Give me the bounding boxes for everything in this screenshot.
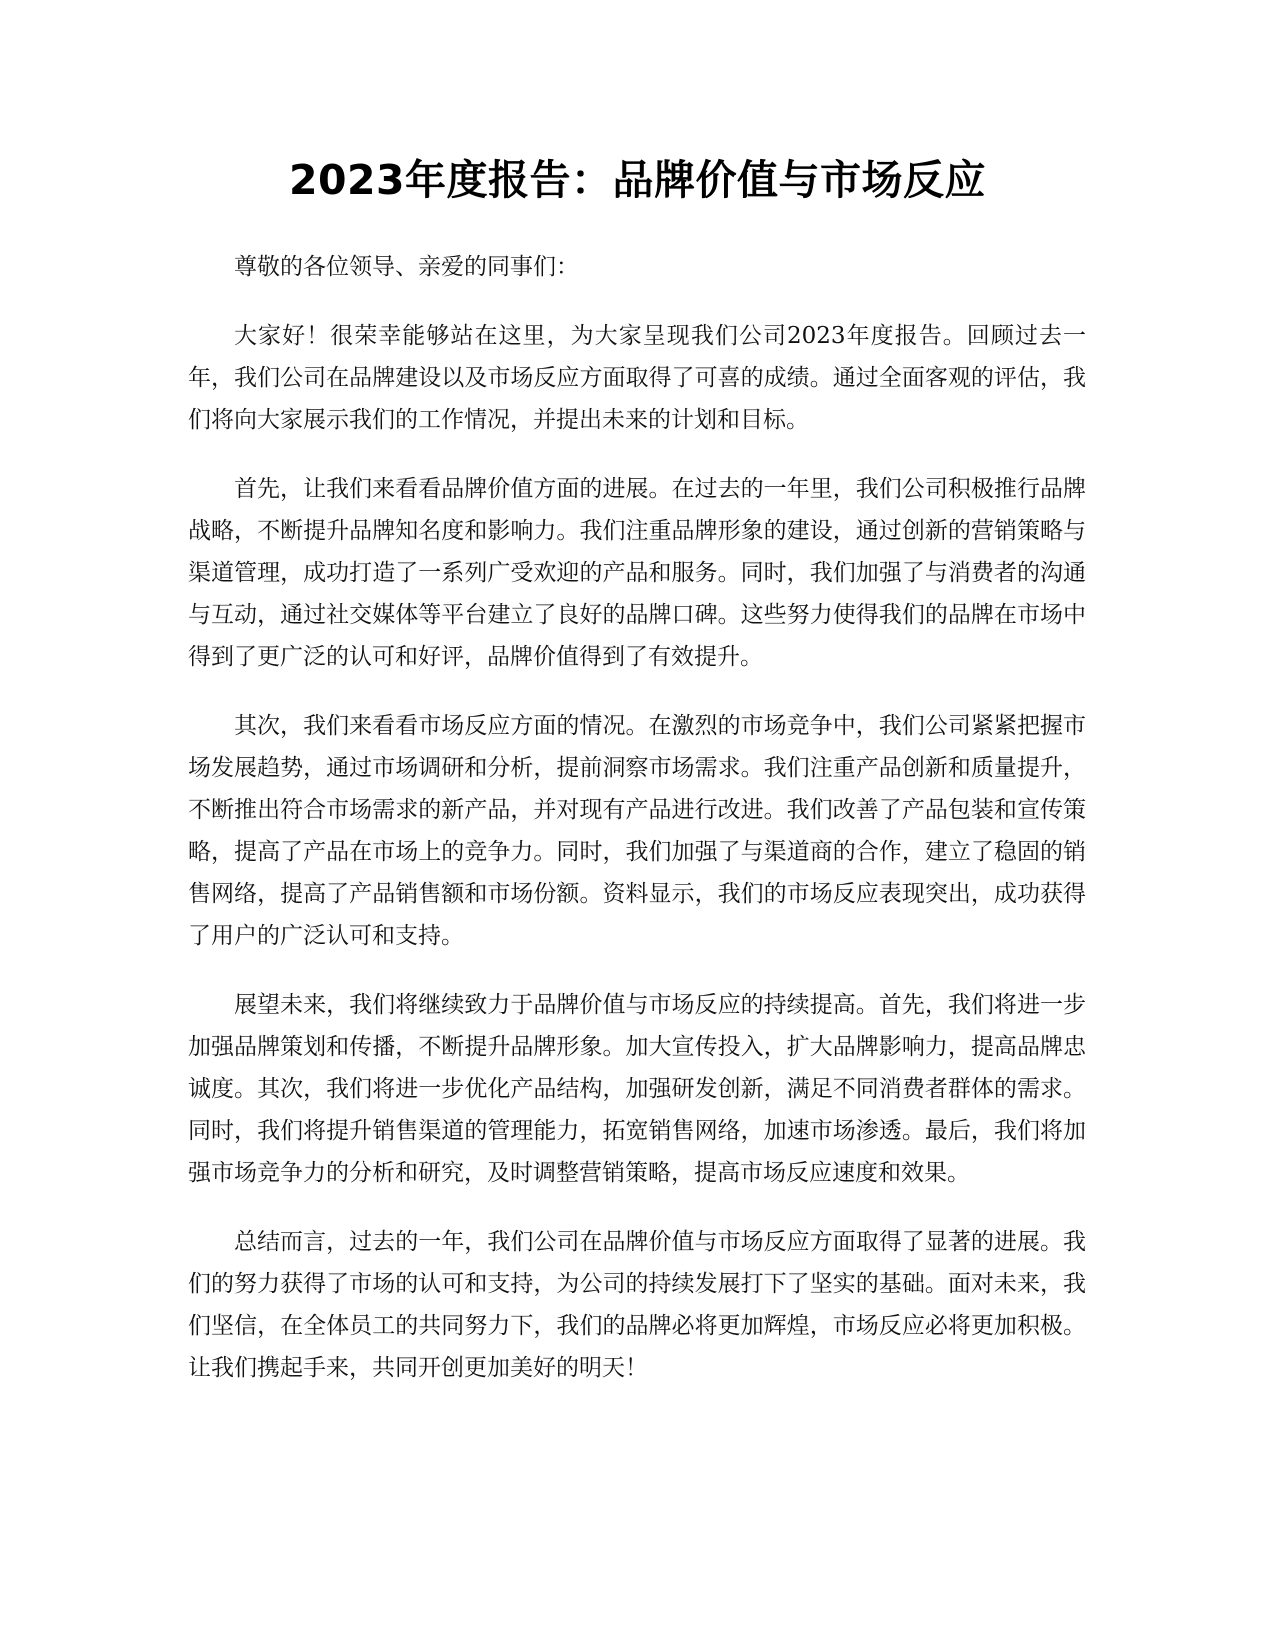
paragraph-brand-value: 首先，让我们来看看品牌价值方面的进展。在过去的一年里，我们公司积极推行品牌战略，不断提升品牌知名度和影响力。我们注重品牌形象的建设，通过创新的营销策略与渠道管理，成功打造了一系列广受欢迎的产品和服务。同时，我们加强了与消费者的沟通与互动，通过社交媒体等平台建立了良好的品牌口碑。这些努力使得我们的品牌在市场中得到了更广泛的认可和好评，品牌价值得到了有效提升。 [188,476,1086,670]
paragraph-greeting: 尊敬的各位领导、亲爱的同事们： [234,254,579,280]
paragraph-conclusion: 总结而言，过去的一年，我们公司在品牌价值与市场反应方面取得了显著的进展。我们的努力获得了市场的认可和支持，为公司的持续发展打下了坚实的基础。面对未来，我们坚信，在全体员工的共同努力下，我们的品牌必将更加辉煌，市场反应必将更加积极。让我们携起手来，共同开创更加美好的明天！ [188,1229,1086,1381]
document-body [188,246,1086,1416]
paragraph-outlook: 展望未来，我们将继续致力于品牌价值与市场反应的持续提高。首先，我们将进一步加强品牌策划和传播，不断提升品牌形象。加大宣传投入，扩大品牌影响力，提高品牌忠诚度。其次，我们将进一步优化产品结构，加强研发创新，满足不同消费者群体的需求。同时，我们将提升销售渠道的管理能力，拓宽销售网络，加速市场渗透。最后，我们将加强市场竞争力的分析和研究，及时调整营销策略，提高市场反应速度和效果。 [188,992,1086,1186]
document-title: 2023年度报告：品牌价值与市场反应 [288,156,987,204]
paragraph-introduction: 大家好！很荣幸能够站在这里，为大家呈现我们公司2023年度报告。回顾过去一年，我们公司在品牌建设以及市场反应方面取得了可喜的成绩。通过全面客观的评估，我们将向大家展示我们的工作情况，并提出未来的计划和目标。 [188,323,1086,433]
paragraph-market-response: 其次，我们来看看市场反应方面的情况。在激烈的市场竞争中，我们公司紧紧把握市场发展趋势，通过市场调研和分析，提前洞察市场需求。我们注重产品创新和质量提升，不断推出符合市场需求的新产品，并对现有产品进行改进。我们改善了产品包装和宣传策略，提高了产品在市场上的竞争力。同时，我们加强了与渠道商的合作，建立了稳固的销售网络，提高了产品销售额和市场份额。资料显示，我们的市场反应表现突出，成功获得了用户的广泛认可和支持。 [188,713,1086,949]
